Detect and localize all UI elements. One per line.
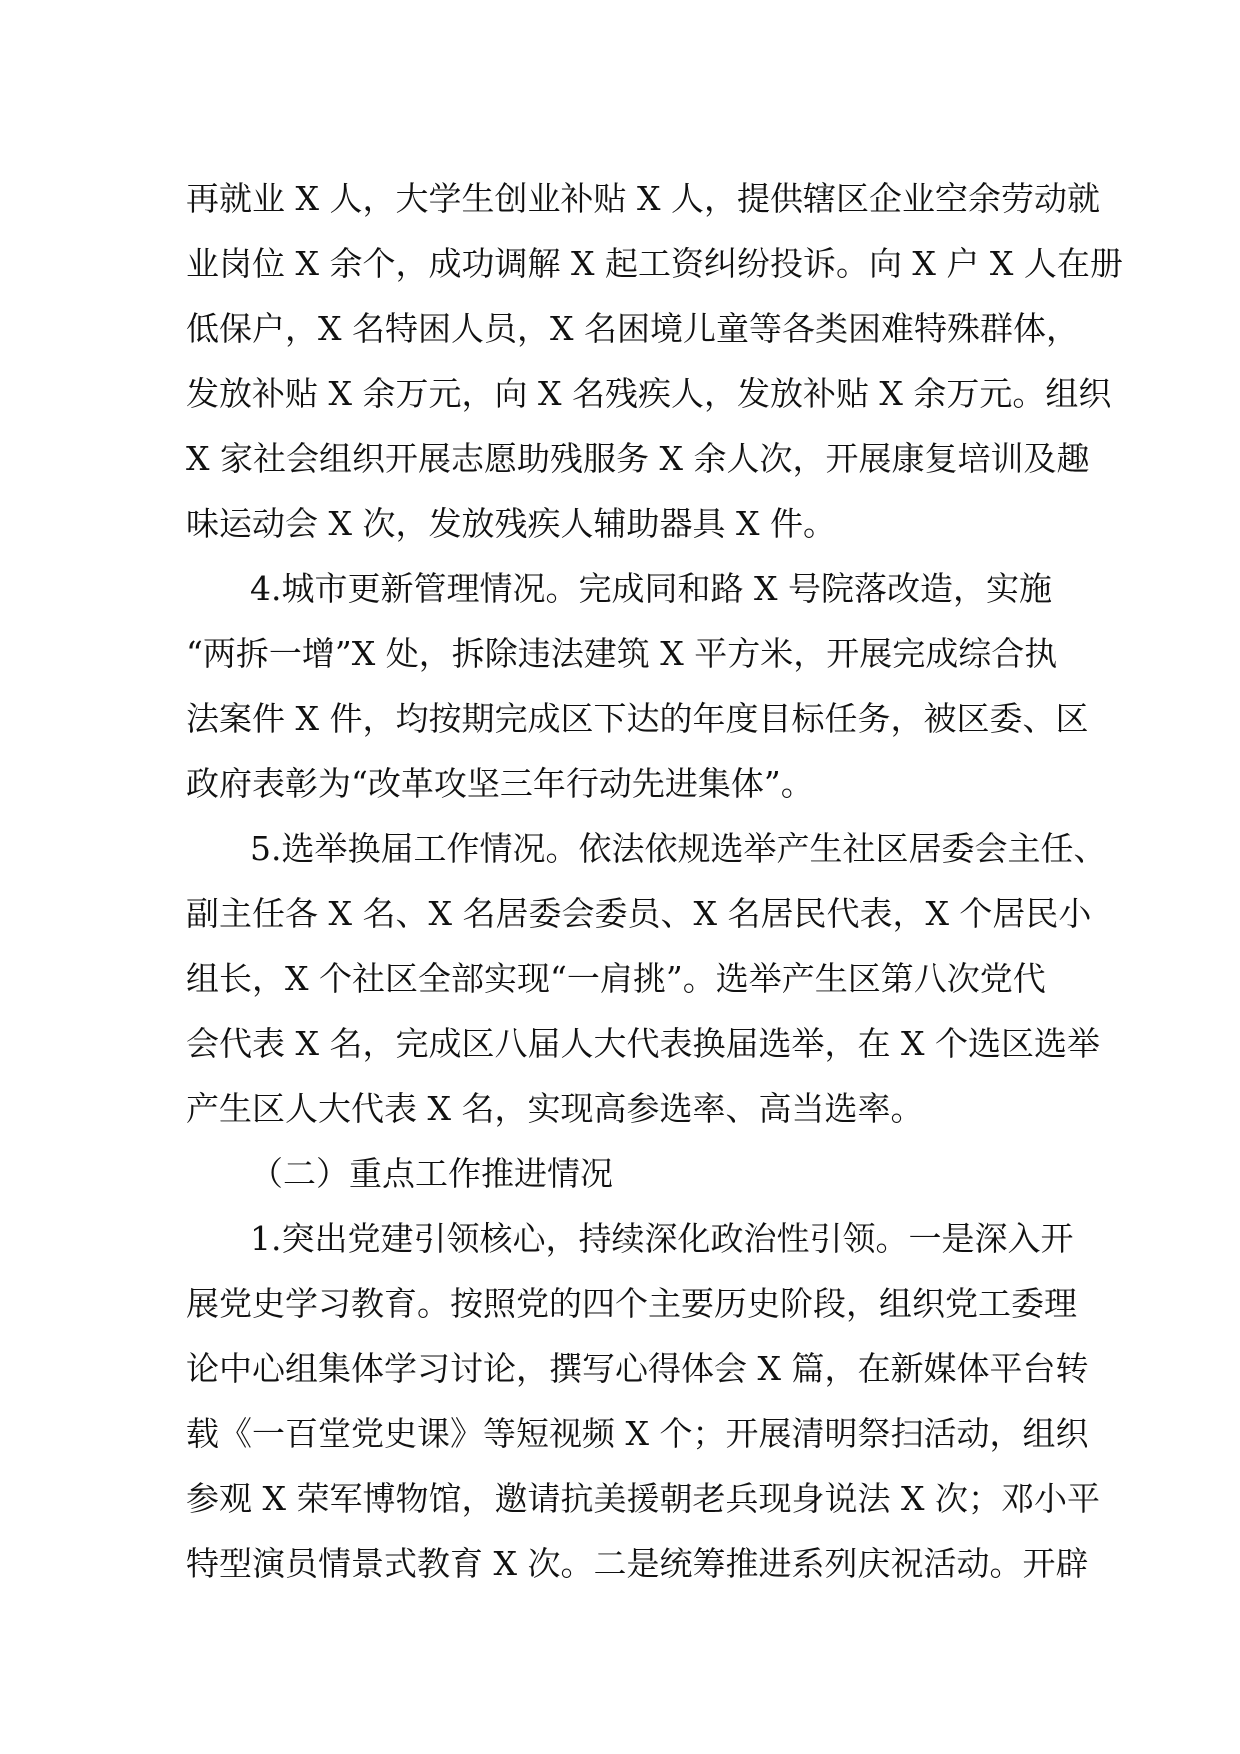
text-line: 产生区人大代表 X 名，实现高参选率、高当选率。 (186, 1089, 924, 1128)
text-line: 再就业 X 人，大学生创业补贴 X 人，提供辖区企业空余劳动就 (186, 179, 1100, 218)
text-line: 4.城市更新管理情况。完成同和路 X 号院落改造，实施 (250, 569, 1052, 608)
text-line: 味运动会 X 次，发放残疾人辅助器具 X 件。 (186, 504, 836, 543)
text-line: 副主任各 X 名、X 名居委会委员、X 名居民代表，X 个居民小 (186, 894, 1092, 933)
paragraph-party-building (186, 1206, 1100, 1596)
text-line: 低保户，X 名特困人员，X 名困境儿童等各类困难特殊群体， (186, 309, 1079, 348)
text-line: 发放补贴 X 余万元，向 X 名残疾人，发放补贴 X 余万元。组织 (186, 374, 1112, 413)
text-line: 会代表 X 名，完成区八届人大代表换届选举，在 X 个选区选举 (186, 1024, 1100, 1063)
text-line: 1.突出党建引领核心，持续深化政治性引领。一是深入开 (250, 1219, 1074, 1258)
paragraph-employment-relief (186, 166, 1123, 556)
text-line: 特型演员情景式教育 X 次。二是统筹推进系列庆祝活动。开辟 (186, 1544, 1089, 1583)
text-line: 5.选举换届工作情况。依法依规选举产生社区居委会主任、 (250, 829, 1107, 868)
text-line: 业岗位 X 余个，成功调解 X 起工资纠纷投诉。向 X 户 X 人在册 (186, 244, 1123, 283)
text-line: 参观 X 荣军博物馆，邀请抗美援朝老兵现身说法 X 次；邓小平 (186, 1479, 1100, 1518)
text-line: 论中心组集体学习讨论，撰写心得体会 X 篇，在新媒体平台转 (186, 1349, 1089, 1388)
document-body (186, 166, 1123, 1596)
paragraph-election (186, 816, 1107, 1141)
text-line: 法案件 X 件，均按期完成区下达的年度目标任务，被区委、区 (186, 699, 1089, 738)
paragraph-urban-renewal (186, 556, 1089, 816)
text-line: X 家社会组织开展志愿助残服务 X 余人次，开展康复培训及趣 (186, 439, 1090, 478)
text-line: 载《一百堂党史课》等短视频 X 个；开展清明祭扫活动，组织 (186, 1414, 1089, 1453)
section-heading-text: （二）重点工作推进情况 (250, 1154, 613, 1193)
text-line: “两拆一增”X 处，拆除违法建筑 X 平方米，开展完成综合执 (186, 634, 1058, 673)
section-heading (186, 1141, 1066, 1206)
text-line: 政府表彰为“改革攻坚三年行动先进集体”。 (186, 764, 814, 803)
text-line: 展党史学习教育。按照党的四个主要历史阶段，组织党工委理 (186, 1284, 1077, 1323)
text-line: 组长，X 个社区全部实现“一肩挑”。选举产生区第八次党代 (186, 959, 1046, 998)
